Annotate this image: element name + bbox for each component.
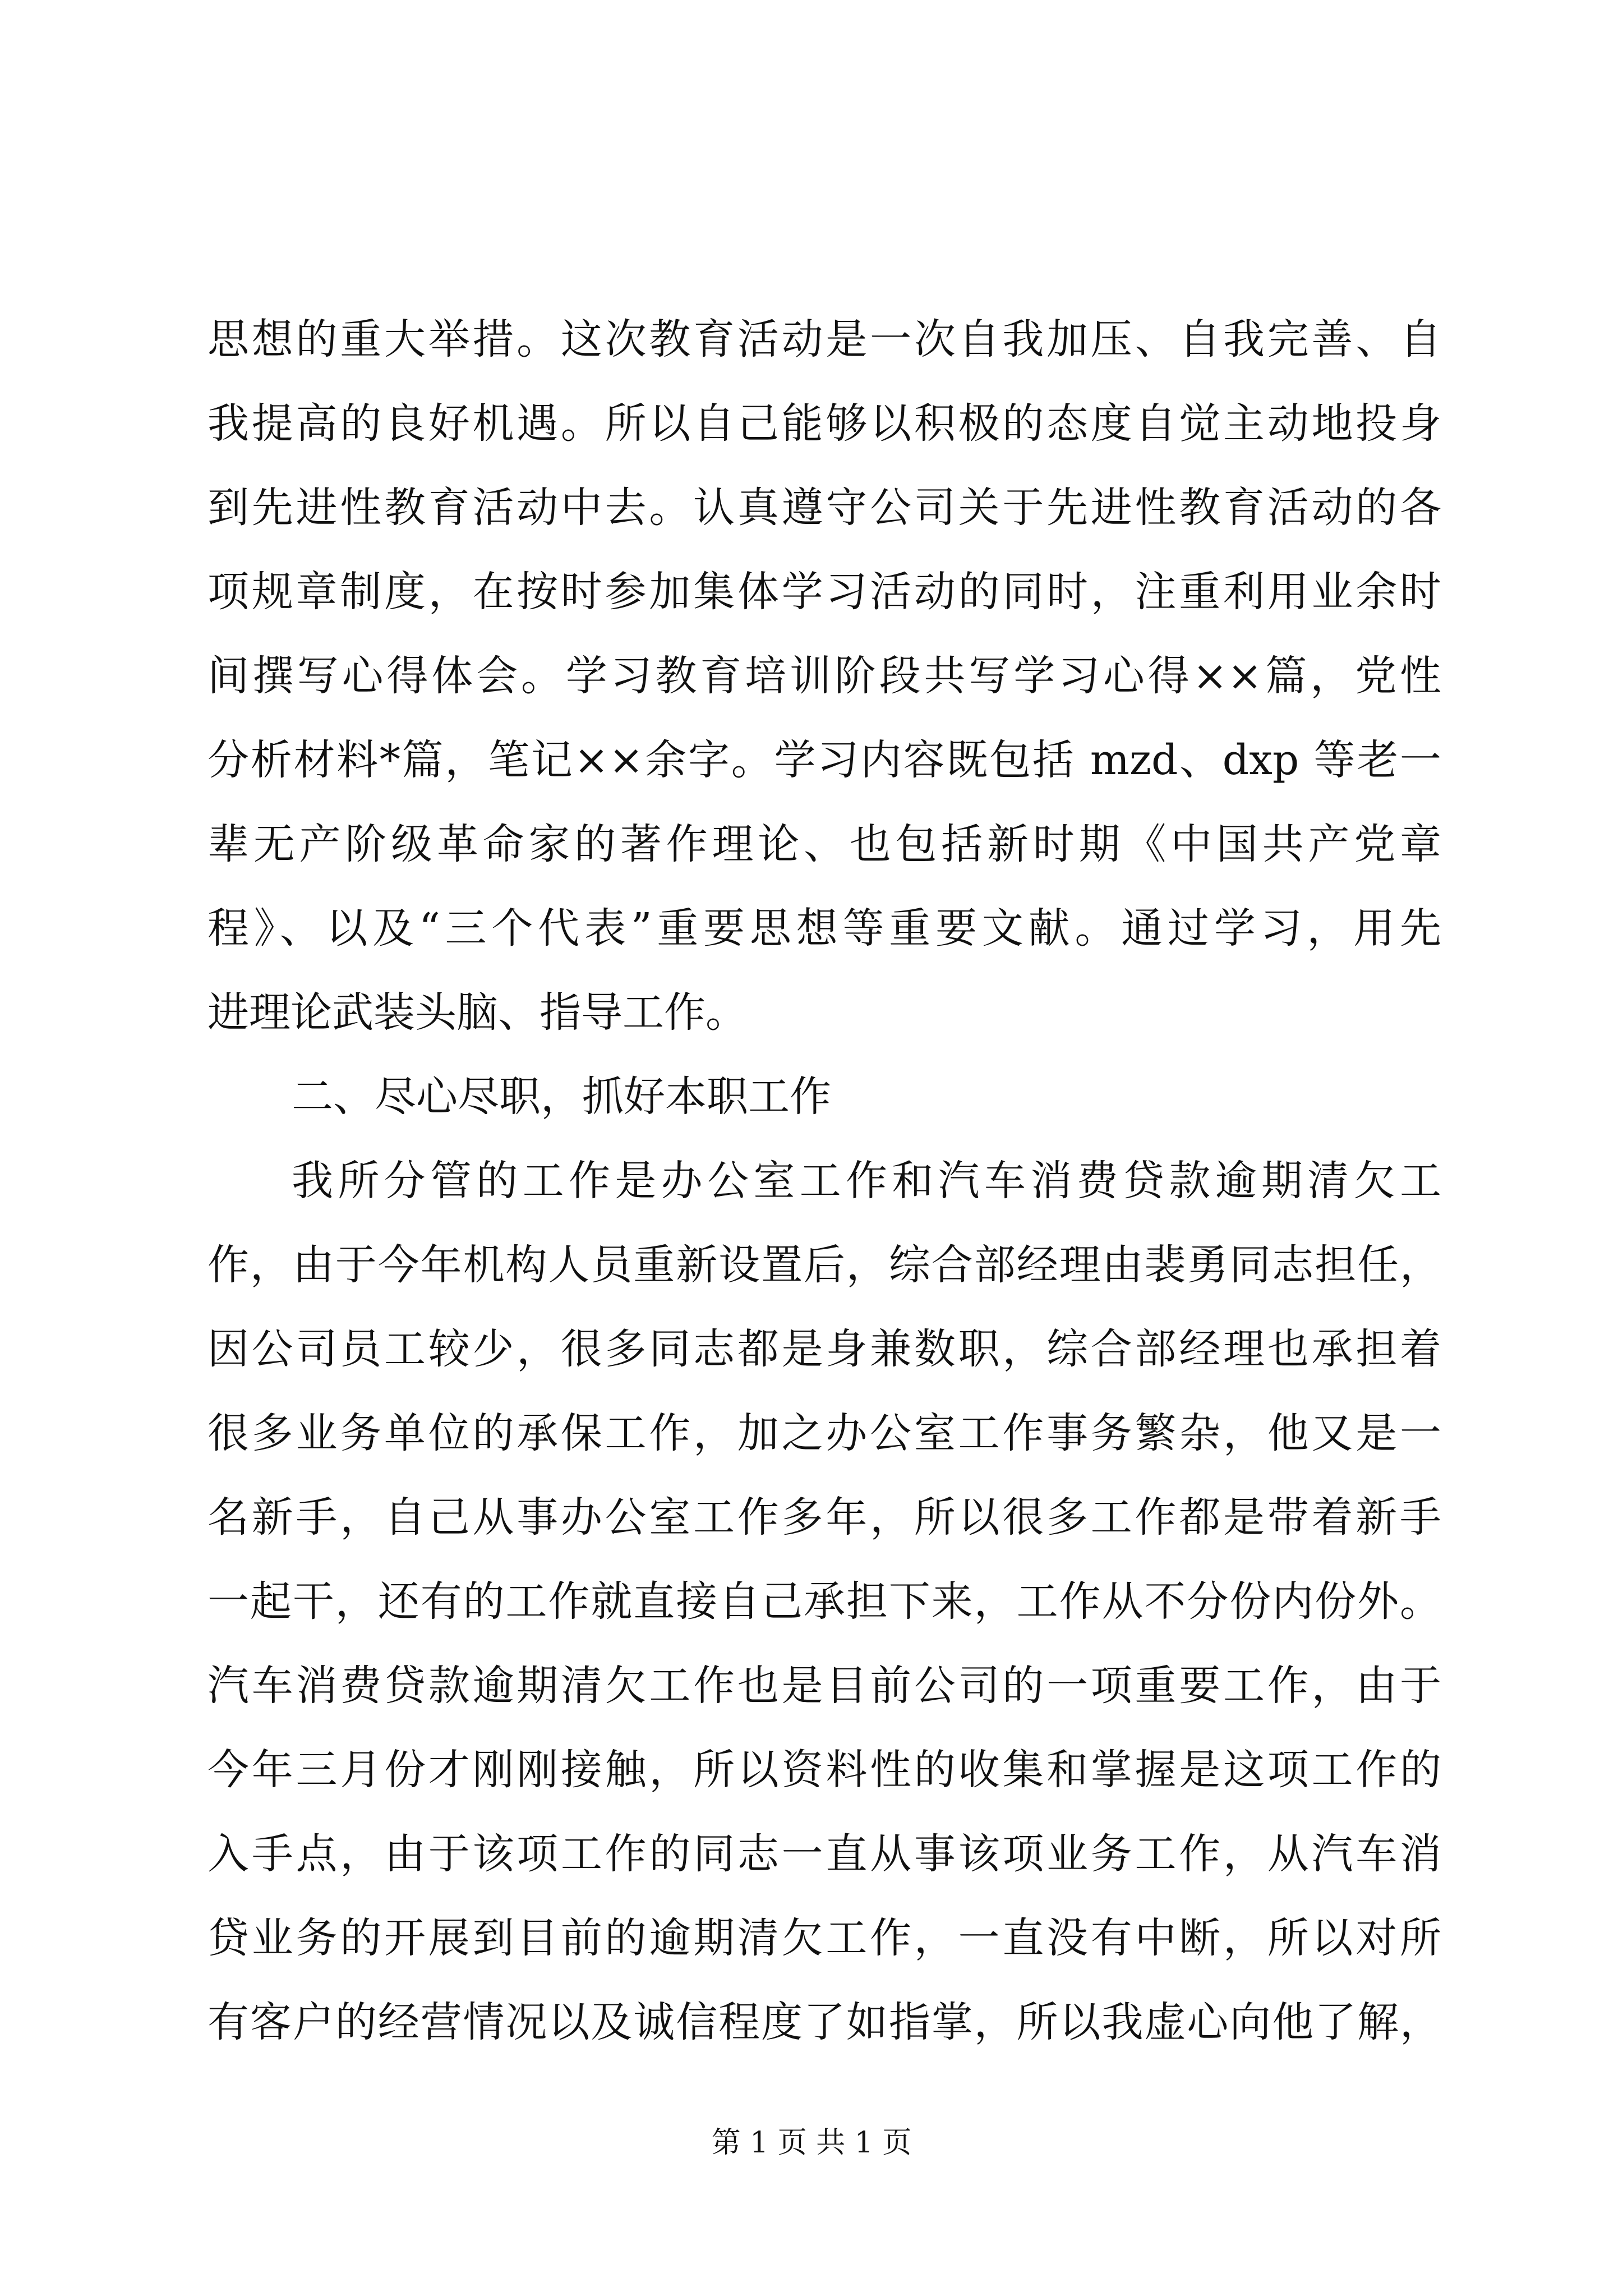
text-line-21: 有客户的经营情况以及诚信程度了如指掌，所以我虚心向他了解， <box>208 1998 1441 2046</box>
text-line-19: 入手点，由于该项工作的同志一直从事该项业务工作，从汽车消 <box>208 1830 1441 1878</box>
text-line-13: 因公司员工较少，很多同志都是身兼数职，综合部经理也承担着 <box>208 1325 1441 1373</box>
text-line-15: 名新手，自己从事办公室工作多年，所以很多工作都是带着新手 <box>208 1493 1441 1542</box>
text-line-1: 思想的重大举措。这次教育活动是一次自我加压、自我完善、自 <box>208 315 1441 364</box>
section-heading: 二、尽心尽职，抓好本职工作 <box>292 1073 831 1121</box>
page-footer: 第 1 页 共 1 页 <box>711 2126 912 2160</box>
text-line-7: 辈无产阶级革命家的著作理论、也包括新时期《中国共产党章 <box>208 820 1441 868</box>
text-line-18: 今年三月份才刚刚接触，所以资料性的收集和掌握是这项工作的 <box>208 1746 1441 1794</box>
text-line-5: 间撰写心得体会。学习教育培训阶段共写学习心得××篇，党性 <box>208 652 1441 700</box>
text-line-16: 一起干，还有的工作就直接自己承担下来，工作从不分份内份外。 <box>208 1577 1441 1626</box>
text-line-2: 我提高的良好机遇。所以自己能够以积极的态度自觉主动地投身 <box>208 399 1441 448</box>
text-line-14: 很多业务单位的承保工作，加之办公室工作事务繁杂，他又是一 <box>208 1409 1441 1457</box>
text-line-12: 作，由于今年机构人员重新设置后，综合部经理由裴勇同志担任， <box>208 1241 1441 1289</box>
text-line-6: 分析材料*篇，笔记××余字。学习内容既包括 mzd、dxp 等老一 <box>208 736 1441 784</box>
text-line-17: 汽车消费贷款逾期清欠工作也是目前公司的一项重要工作，由于 <box>208 1662 1441 1710</box>
text-line-4: 项规章制度，在按时参加集体学习活动的同时，注重利用业余时 <box>208 568 1441 616</box>
text-line-8: 程》、以及“三个代表”重要思想等重要文献。通过学习，用先 <box>208 904 1441 953</box>
text-line-3: 到先进性教育活动中去。认真遵守公司关于先进性教育活动的各 <box>208 484 1441 532</box>
text-line-11: 我所分管的工作是办公室工作和汽车消费贷款逾期清欠工 <box>292 1157 1441 1205</box>
text-line-9: 进理论武装头脑、指导工作。 <box>208 988 747 1037</box>
text-line-20: 贷业务的开展到目前的逾期清欠工作，一直没有中断，所以对所 <box>208 1914 1441 1962</box>
